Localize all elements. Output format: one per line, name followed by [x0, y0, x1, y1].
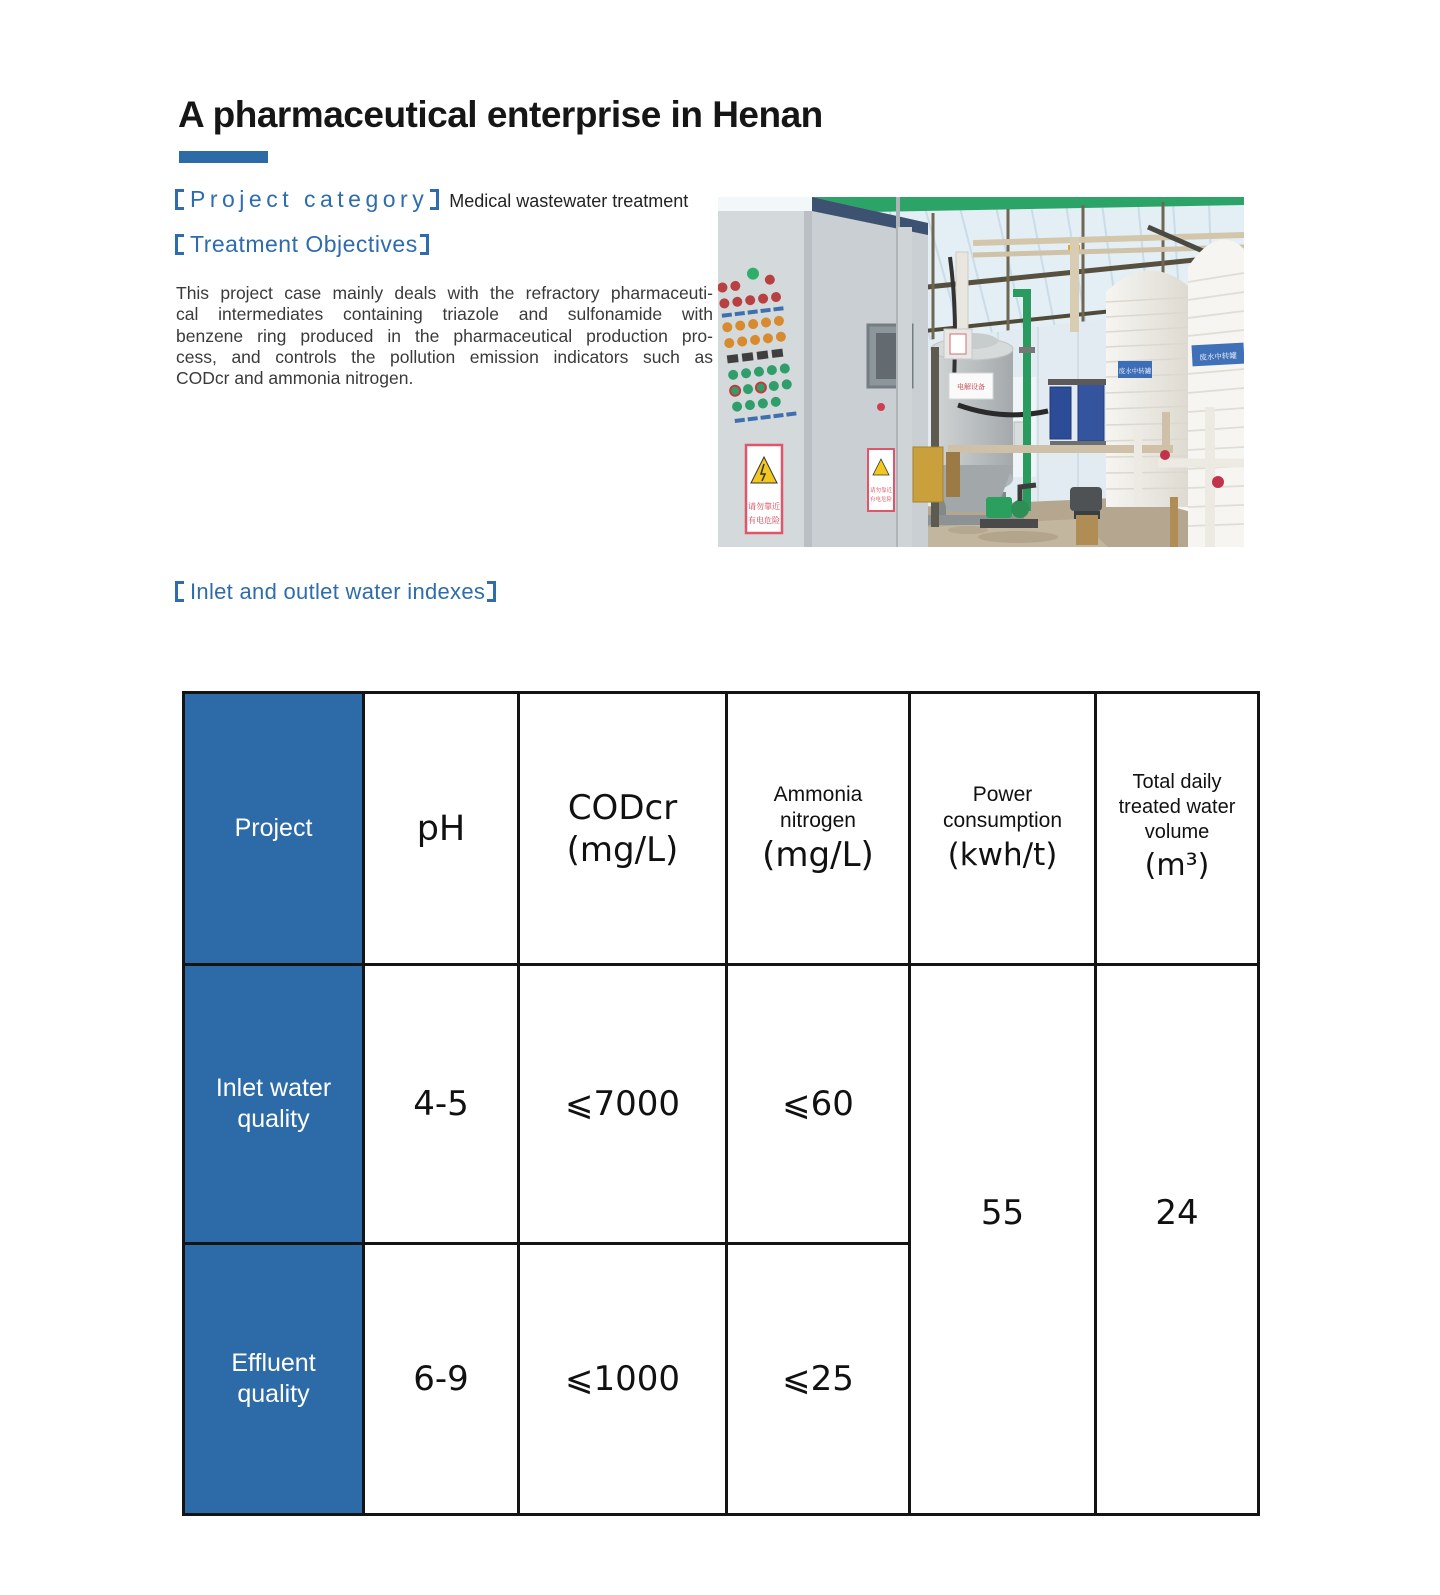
- treatment-objectives-label: Treatment Objectives: [190, 231, 418, 257]
- header-cell-power: [910, 693, 1096, 965]
- header-power-name: Power consumption: [942, 782, 1063, 832]
- inlet-ammonia-value: ⩽60: [727, 965, 910, 1244]
- inlet-codcr-value: ⩽7000: [519, 965, 727, 1244]
- lenticular-bracket-right-icon: [430, 189, 439, 210]
- effluent-label: Effluent quality: [231, 1349, 316, 1408]
- header-codcr-unit: (mg/L): [566, 829, 679, 870]
- lenticular-bracket-right-icon: [420, 234, 429, 255]
- page-title: A pharmaceutical enterprise in Henan: [178, 94, 823, 135]
- header-codcr-name: CODcr: [567, 787, 678, 828]
- daily-volume-value: 24: [1155, 1192, 1199, 1233]
- project-category-value: Medical wastewater treatment: [449, 191, 689, 211]
- warning-text: 请勿靠近: [748, 502, 780, 511]
- header-power-unit: (kwh/t): [947, 836, 1058, 873]
- water-indexes-heading: [175, 579, 496, 605]
- row-label-inlet: [184, 965, 364, 1244]
- water-indexes-table: [182, 691, 1260, 1516]
- storage-tank-rear: [1106, 271, 1195, 508]
- power-consumption-value-cell: [910, 965, 1096, 1515]
- header-cell-volume: [1096, 693, 1259, 965]
- lenticular-bracket-left-icon: [175, 189, 184, 210]
- water-indexes-table-wrap: [182, 691, 1260, 1516]
- lenticular-bracket-left-icon: [175, 234, 184, 255]
- project-category-line: [175, 186, 688, 213]
- warning-sign-small: [868, 449, 894, 511]
- lenticular-bracket-right-icon: [487, 581, 496, 602]
- inlet-label: Inlet water quality: [215, 1074, 332, 1133]
- warning-text: 请勿靠近: [869, 488, 893, 494]
- header-cell-ph: [364, 693, 519, 965]
- header-cell-ammonia: [727, 693, 910, 965]
- front-tank-label: 废水中转罐: [1199, 351, 1238, 362]
- header-ammonia-name: Ammonia nitrogen: [773, 782, 863, 832]
- warning-sign: [746, 445, 782, 533]
- storage-tank-front: [1188, 239, 1244, 547]
- header-ammonia-unit: (mg/L): [762, 834, 874, 875]
- warning-text: 有电危险: [748, 516, 780, 525]
- valve-handle: [1212, 476, 1224, 488]
- water-indexes-label: Inlet and outlet water indexes: [190, 579, 486, 604]
- valve-handle: [1160, 450, 1170, 460]
- power-consumption-value: 55: [980, 1192, 1025, 1233]
- header-cell-project: [184, 693, 364, 965]
- paragraph-line: benzene ring produced in the pharmaceutical production pro-: [176, 325, 713, 346]
- paragraph-line: This project case mainly deals with the refractory pharmaceuti-: [176, 283, 713, 303]
- warning-text: 有电危险: [869, 497, 893, 503]
- reactor-label: 电解设备: [957, 384, 985, 391]
- effluent-ph-value: 6-9: [364, 1244, 519, 1515]
- row-label-effluent: [184, 1244, 364, 1515]
- daily-volume-value-cell: [1096, 965, 1259, 1515]
- header-volume-unit: (m³): [1144, 848, 1210, 883]
- paragraph-line: CODcr and ammonia nitrogen.: [176, 368, 414, 389]
- header-ph-label: pH: [416, 808, 466, 849]
- objectives-paragraph: [176, 283, 713, 389]
- rear-tank-label: 废水中转罐: [1118, 368, 1152, 375]
- title-accent-bar: [179, 151, 268, 163]
- project-category-heading: [175, 186, 439, 212]
- effluent-codcr-value: ⩽1000: [519, 1244, 727, 1515]
- control-cabinet-1: [718, 211, 812, 547]
- inlet-ph-value: 4-5: [364, 965, 519, 1244]
- paragraph-line: cess, and controls the pollution emission indicators such as: [176, 346, 713, 367]
- effluent-ammonia-value: ⩽25: [727, 1244, 910, 1515]
- paragraph-line: cal intermediates containing triazole and sulfonamide with: [176, 304, 713, 325]
- header-cell-codcr: [519, 693, 727, 965]
- treatment-objectives-heading: [175, 231, 429, 258]
- plant-photo: [718, 197, 1244, 547]
- lenticular-bracket-left-icon: [175, 581, 184, 602]
- rusty-barrel: [1076, 515, 1098, 545]
- project-category-label: Project category: [190, 186, 429, 212]
- header-volume-name: Total daily treated water volume: [1118, 771, 1236, 843]
- header-project-label: Project: [234, 814, 313, 842]
